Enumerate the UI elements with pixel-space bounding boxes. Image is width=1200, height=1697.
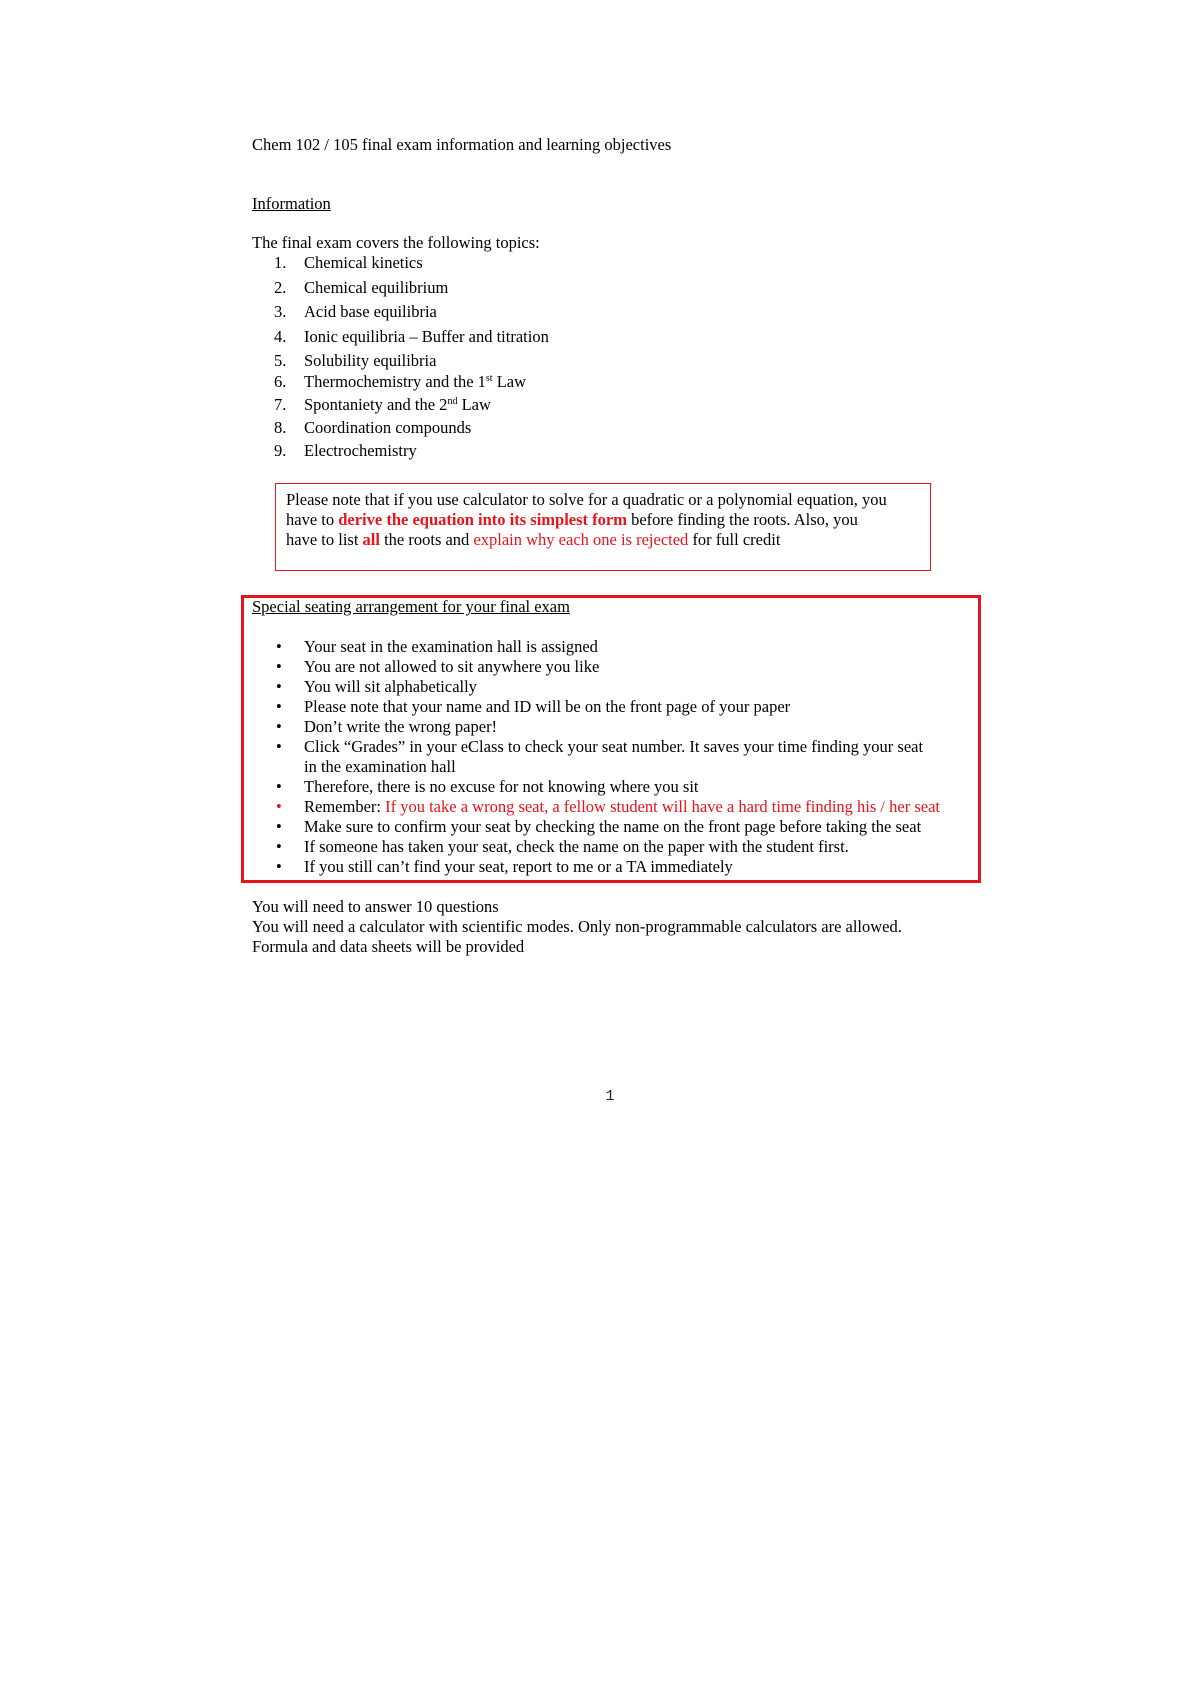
topic-text-suffix: Law: [492, 372, 527, 391]
note-emphasis: derive the equation into its simplest form: [338, 510, 627, 529]
topic-text: Ionic equilibria – Buffer and titration: [304, 327, 549, 346]
bullet-icon: •: [276, 697, 282, 716]
bullet-icon: •: [276, 737, 282, 756]
bullet-text: in the examination hall: [304, 757, 456, 776]
topic-number: 3.: [274, 302, 287, 321]
closing-line: You will need to answer 10 questions: [252, 897, 499, 916]
bullet-text: You are not allowed to sit anywhere you like: [304, 657, 600, 676]
bullet-text: Make sure to confirm your seat by checking the name on the front page before taking the seat: [304, 817, 922, 836]
topic-text: Coordination compounds: [304, 418, 472, 437]
note-text: before finding the roots. Also, you: [626, 510, 858, 529]
ordinal-superscript: nd: [447, 396, 458, 407]
seating-bullet-remember: [276, 797, 940, 817]
seating-bullet-continuation: [276, 757, 456, 777]
topic-text: Chemical kinetics: [304, 253, 423, 272]
information-heading: Information: [252, 194, 331, 213]
bullet-text: Click “Grades” in your eClass to check your seat number. It saves your time finding your seat: [304, 737, 924, 756]
topic-text: Chemical equilibrium: [304, 278, 449, 297]
seating-bullet: [276, 637, 598, 657]
remember-warning: If you take a wrong seat, a fellow student will have a hard time finding his / her seat: [385, 797, 940, 816]
closing-line: You will need a calculator with scientific modes. Only non-programmable calculators are allowed.: [252, 917, 902, 936]
topic-number: 4.: [274, 327, 287, 346]
bullet-icon: •: [276, 857, 282, 876]
seating-bullet: [276, 717, 497, 737]
seating-bullet: [276, 737, 923, 757]
bullet-text: If someone has taken your seat, check the name on the paper with the student first.: [304, 837, 849, 856]
seating-bullet: [276, 837, 849, 857]
topic-item: [274, 302, 437, 322]
topic-text: Acid base equilibria: [304, 302, 437, 321]
note-line: [286, 530, 780, 550]
topic-text-suffix: Law: [457, 395, 491, 414]
bullet-icon: •: [276, 777, 282, 796]
seating-bullet: [276, 677, 477, 697]
topic-number: 7.: [274, 395, 287, 414]
note-text: have to list: [286, 530, 363, 549]
seating-heading: Special seating arrangement for your final exam: [252, 597, 570, 616]
document-title: Chem 102 / 105 final exam information and learning objectives: [252, 135, 672, 154]
note-text: for full credit: [688, 530, 781, 549]
topic-text: Electrochemistry: [304, 441, 417, 460]
seating-bullet: [276, 777, 699, 797]
seating-bullet: [276, 657, 599, 677]
bullet-icon: •: [276, 717, 282, 736]
closing-line: Formula and data sheets will be provided: [252, 937, 525, 956]
topic-item: [274, 253, 423, 273]
topic-item: [274, 395, 491, 415]
topic-item: [274, 418, 471, 438]
topic-number: 1.: [274, 253, 287, 272]
topic-text: Spontaniety and the 2: [304, 395, 448, 414]
topic-text: Solubility equilibria: [304, 351, 437, 370]
bullet-text: Your seat in the examination hall is assigned: [304, 637, 598, 656]
bullet-text: If you still can’t find your seat, report to me or a TA immediately: [304, 857, 733, 876]
topic-item: [274, 351, 436, 371]
topic-number: 9.: [274, 441, 287, 460]
bullet-text: Therefore, there is no excuse for not knowing where you sit: [304, 777, 699, 796]
bullet-icon: •: [276, 837, 282, 856]
topics-intro: The final exam covers the following topics:: [252, 233, 540, 252]
bullet-icon: •: [276, 677, 282, 696]
topic-number: 5.: [274, 351, 287, 370]
note-emphasis: explain why each one is rejected: [473, 530, 689, 549]
note-text: the roots and: [379, 530, 474, 549]
bullet-text: Please note that your name and ID will be on the front page of your paper: [304, 697, 791, 716]
bullet-icon: •: [276, 637, 282, 656]
bullet-text: You will sit alphabetically: [304, 677, 477, 696]
bullet-icon: •: [276, 797, 282, 816]
seating-bullet: [276, 817, 921, 837]
bullet-icon: •: [276, 817, 282, 836]
page-number: 1: [605, 1088, 615, 1105]
note-line: Please note that if you use calculator to solve for a quadratic or a polynomial equation, you: [286, 490, 887, 509]
topic-number: 8.: [274, 418, 287, 437]
seating-bullet: [276, 697, 790, 717]
note-emphasis: all: [362, 530, 380, 549]
remember-label: Remember:: [304, 797, 386, 816]
topic-text: Thermochemistry and the 1: [304, 372, 486, 391]
topic-item: [274, 278, 448, 298]
topic-item: [274, 441, 417, 461]
bullet-icon: •: [276, 657, 282, 676]
ordinal-superscript: st: [485, 373, 493, 384]
topic-number: 6.: [274, 372, 287, 391]
seating-bullet: [276, 857, 733, 877]
topic-item: [274, 327, 549, 347]
note-text: have to: [286, 510, 339, 529]
bullet-text: Don’t write the wrong paper!: [304, 717, 498, 736]
topic-item: [274, 372, 526, 392]
topic-number: 2.: [274, 278, 287, 297]
note-line: [286, 510, 858, 530]
